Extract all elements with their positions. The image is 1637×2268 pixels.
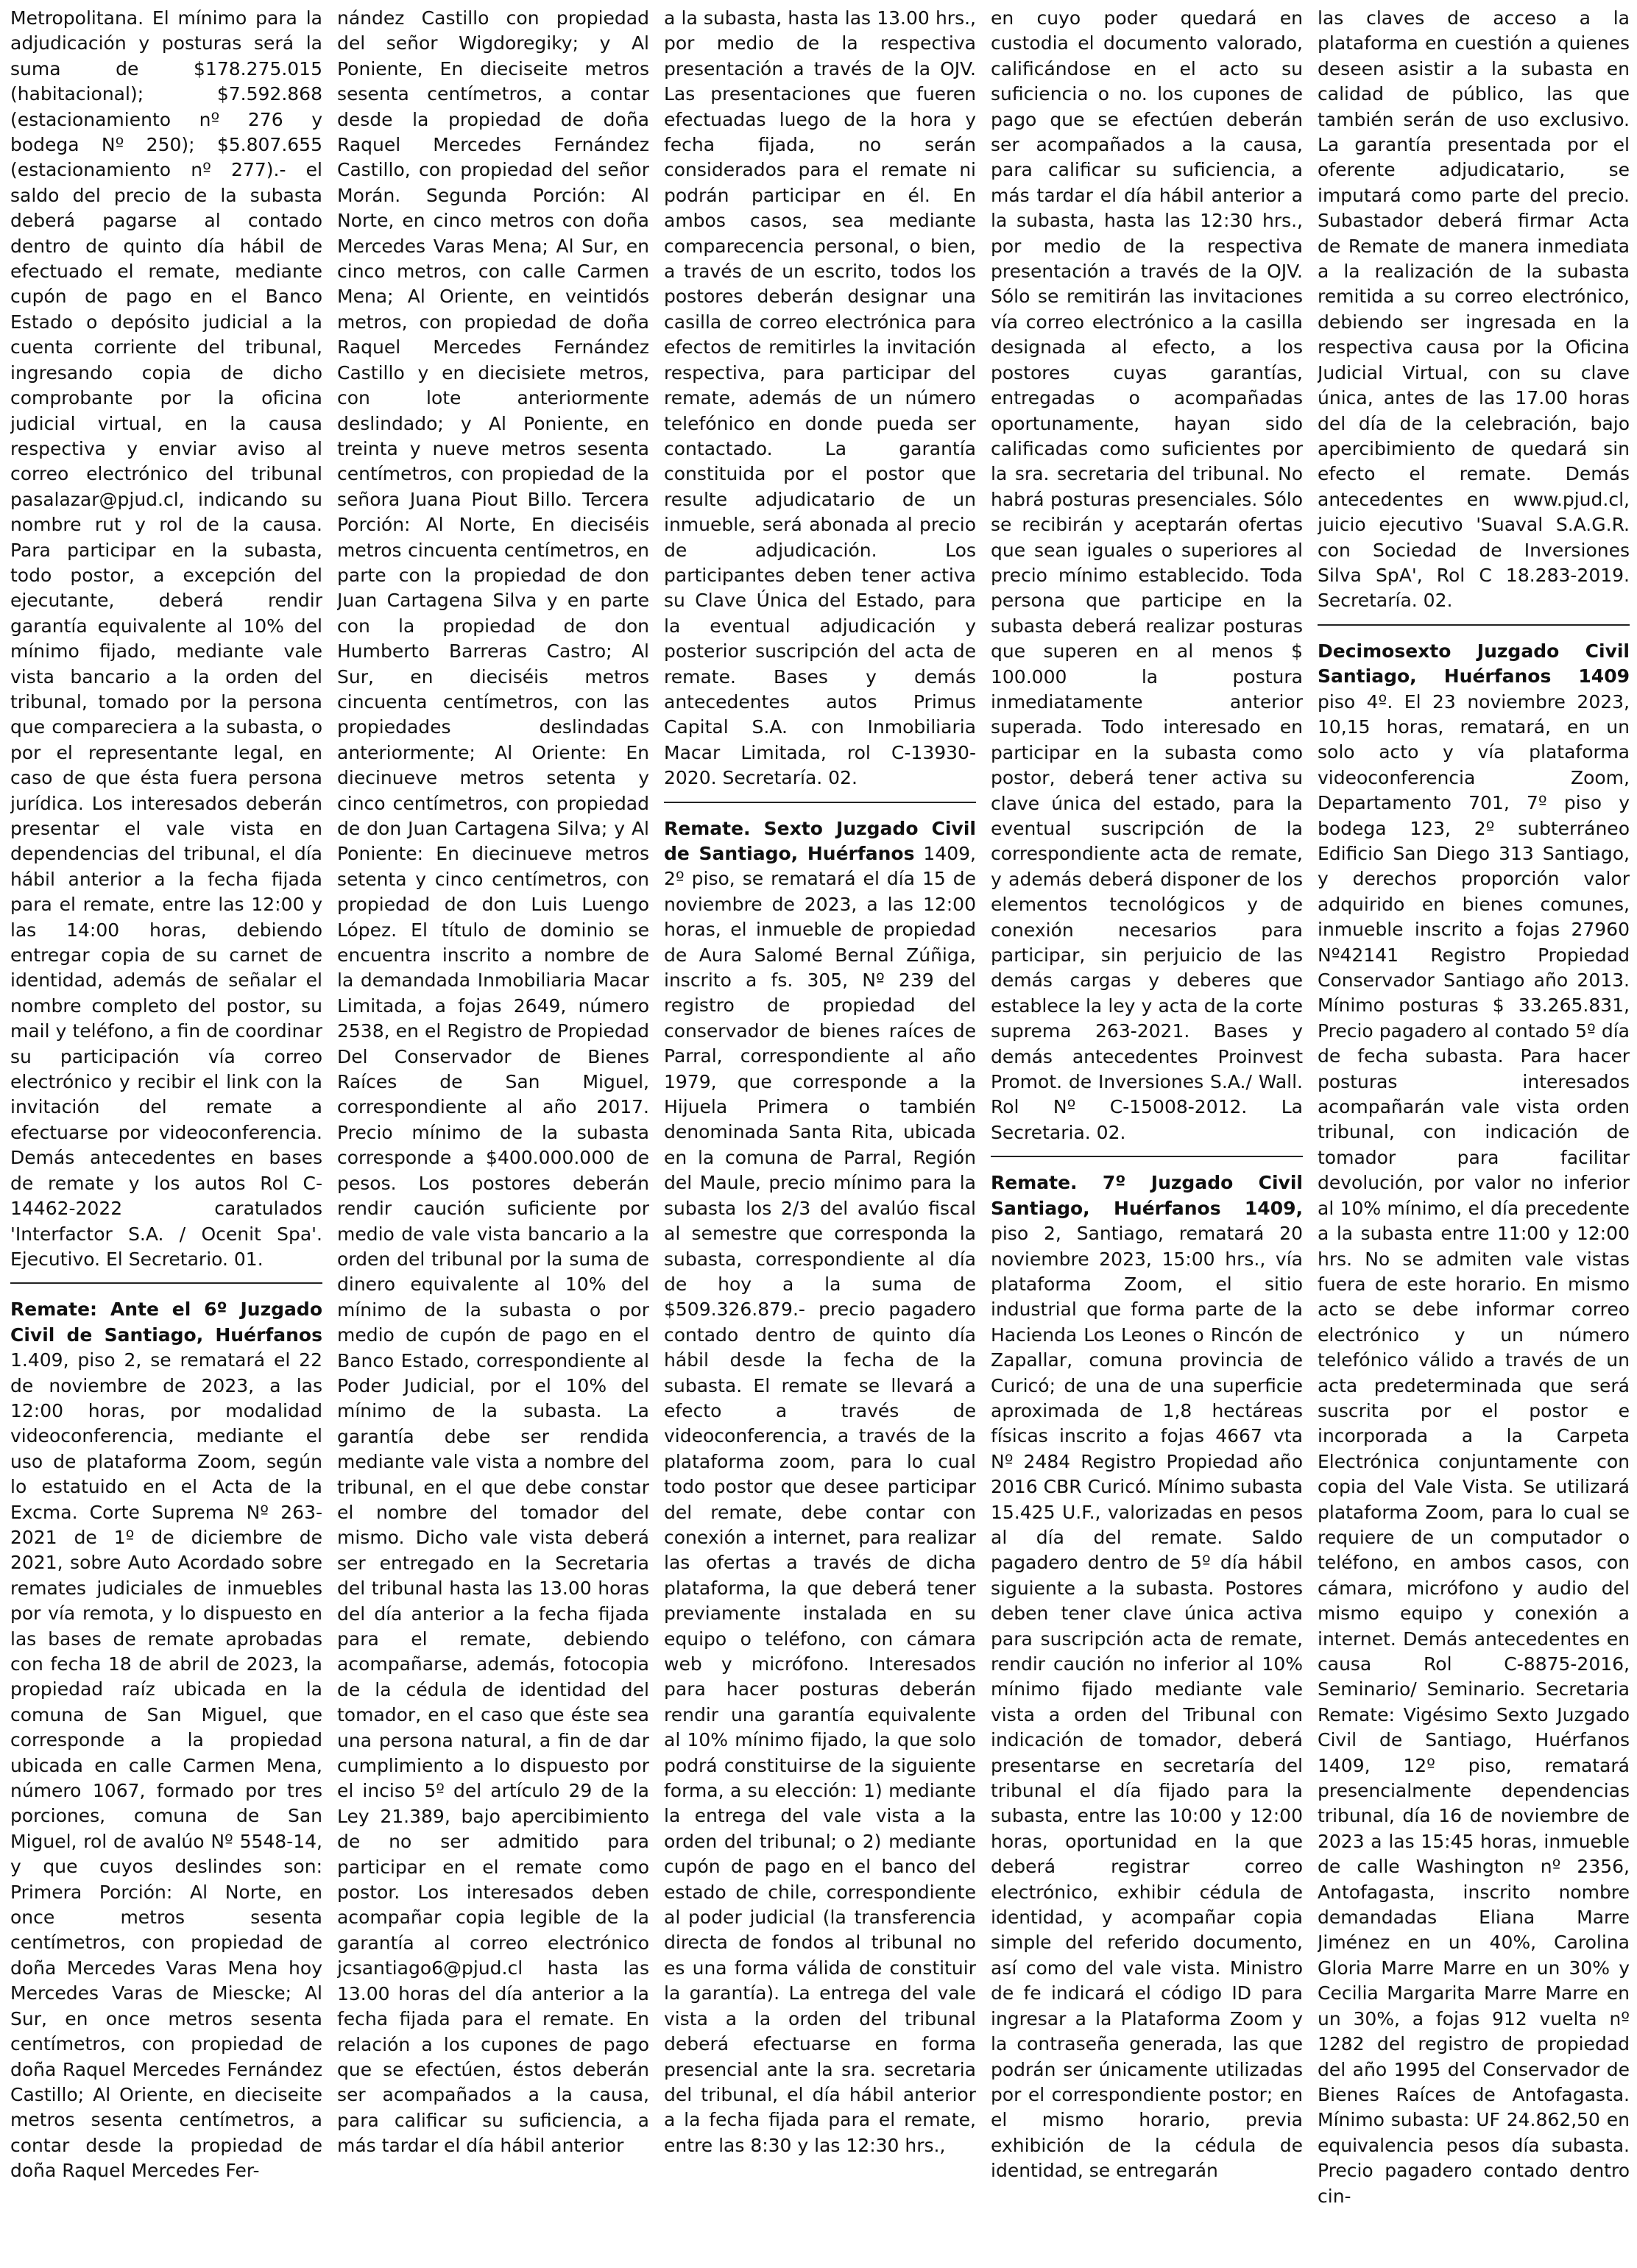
auction-notice — [10, 1297, 322, 2183]
notice-continuation: a la subasta, hasta las 13.00 hrs., por medio de la respectiva presentación a través de la OJV. Las presentaciones que fueren efectuadas luego de la hora y fecha fijada, no serán considerados para el remate ni podrán participar en él. En ambos casos, sea mediante comparecencia personal, o bien, a través de un escrito, todos los postores deberán designar una casilla de correo electrónica para efectos de remitirles la invitación respectiva, para participar del remate, además de un número telefónico en donde pueda ser contactado. La garantía constituida por el postor que resulte adjudicatario de un inmueble, será abonada al precio de adjudicación. Los participantes deben tener activa su Clave Única del Estado, para la eventual adjudicación y posterior suscripción del acta de remate. Bases y demás antecedentes autos Primus Capital S.A. con Inmobiliaria Macar Limitada, rol C-13930-2020. Secretaría. 02. — [664, 7, 976, 789]
notice-body: 1.409, piso 2, se rematará el 22 de noviembre de 2023, a las 12:00 horas, por modalidad videoconferencia, mediante el uso de plataforma Zoom, según lo estatuido en el Acta de la Excma. Corte Suprema Nº 263-2021 de 1º de diciembre de 2021, sobre Auto Acordado sobre remates judiciales de inmuebles por vía remota, y lo dispuesto en las bases de remate aprobadas con fecha 18 de abril de 2023, la propiedad raíz ubicada en la comuna de San Miguel, que corresponde a la propiedad ubicada en calle Carmen Mena, número 1067, formado por tres porciones, comuna de San Miguel, rol de avalúo Nº 5548-14, y que cuyos deslindes son: Primera Porción: Al Norte, en once metros sesenta centímetros, con propiedad de doña Mercedes Varas Mena hoy Mercedes Varas de Miescke; Al Sur, en once metros sesenta centímetros, con propiedad de doña Raquel Mercedes Fernández Castillo; Al Oriente, en dieciseite metros sesenta centímetros, a contar desde la propiedad de doña Raquel Mercedes Fer- — [10, 1349, 322, 2182]
notice-continuation: las claves de acceso a la plataforma en cuestión a quienes deseen asistir a la subasta en calidad de público, las que también serán de uso exclusivo. La garantía presentada por el oferente adjudicatario, se imputará como parte del precio. Subastador deberá firmar Acta de Remate de manera inmediata a la realización de la subasta remitida a su correo electrónico, debiendo ser ingresada en la respectiva causa por la Oficina Judicial Virtual, con su clave única, antes de las 17.00 horas del día de la celebración, bajo apercibimiento de quedará sin efecto el remate. Demás antecedentes en www.pjud.cl, juicio ejecutivo 'Suaval S.A.G.R. con Sociedad de Inversiones Silva SpA', Rol C 18.283-2019. Secretaría. 02. — [1318, 7, 1630, 612]
notice-continuation: en cuyo poder quedará en custodia el documento valorado, calificándose en el acto su suficiencia o no. los cupones de pago que se efectúen deberán ser acompañados a la causa, para calificar su suficiencia, a más tardar el día hábil anterior a la subasta, hasta las 12:30 hrs., por medio de la respectiva presentación a través de la OJV. Sólo se remitirán las invitaciones vía correo electrónico a la casilla designada al efecto, a los postores cuyas garantías, entregadas o acompañadas oportunamente, hayan sido calificadas como suficientes por la sra. secretaria del tribunal. No habrá posturas presenciales. Sólo se recibirán y aceptarán ofertas que sean iguales o superiores al precio mínimo establecido. Toda persona que participe en la subasta deberá realizar posturas que superen en al menos $ 100.000 la postura inmediatamente anterior superada. Todo interesado en participar en la subasta como postor, deberá tener activa su clave única del estado, para la eventual suscripción de la correspondiente acta de remate, y además deberá disponer de los elementos tecnológicos y de conexión necesarios para participar, sin perjuicio de las demás cargas y deberes que establece la ley y acta de la corte suprema 263-2021. Bases y demás antecedentes Proinvest Promot. de Inversiones S.A./ Wall. Rol Nº C-15008-2012. La Secretaria. 02. — [991, 7, 1303, 1143]
auction-notice — [664, 816, 976, 2159]
newspaper-page — [10, 6, 1630, 2262]
column-3 — [664, 6, 976, 2262]
notice-continuation: nández Castillo con propiedad del señor Wigdoregiky; y Al Poniente, En dieciseite metros sesenta centímetros, a contar desde la propiedad de doña Raquel Mercedes Fernández Castillo, con propiedad del señor Morán. Segunda Porción: Al Norte, en cinco metros con doña Mercedes Varas Mena; Al Sur, en cinco metros, con calle Carmen Mena; Al Oriente, en veintidós metros, con propiedad de doña Raquel Mercedes Fernández Castillo y en diecisiete metros, con lote anteriormente deslindado; y Al Poniente, en treinta y nueve metros sesenta centímetros, con propiedad de la señora Juana Piout Billo. Tercera Porción: Al Norte, En dieciséis metros cincuenta centímetros, en parte con la propiedad de don Juan Cartagena Silva y en parte con la propiedad de don Humberto Barreras Castro; Al Sur, en dieciséis metros cincuenta centímetros, con las propiedades deslindadas anteriormente; Al Oriente: En diecinueve metros setenta y cinco centímetros, con propiedad de don Juan Cartagena Silva; y Al Poniente: En diecinueve metros setenta y cinco centímetros, con propiedad de don Luis Luengo López. El título de dominio se encuentra inscrito a nombre de la demandada Inmobiliaria Macar Limitada, a fojas 2649, número 2538, en el Registro de Propiedad Del Conservador de Bienes Raíces de San Miguel, correspondiente al año 2017. Precio mínimo de la subasta corresponde a $400.000.000 de pesos. Los postores deberán rendir caución suficiente por medio de vale vista bancario a la orden del tribunal por la suma de dinero equivalente al 10% del mínimo de la subasta o por medio de cupón de pago en el Banco Estado, correspondiente al Poder Judicial, por el 10% del mínimo de la subasta. La garantía debe ser rendida mediante vale vista a nombre del tribunal, en el que debe constar el nombre del tomador del mismo. Dicho vale vista deberá ser entregado en la Secretaria del tribunal hasta las 13.00 horas del día anterior a la fecha fijada para el remate, debiendo acompañarse, además, fotocopia de la cédula de identidad del tomador, en el caso que éste sea una persona natural, a fin de dar cumplimiento a lo dispuesto por el inciso 5º del artículo 29 de la Ley 21.389, bajo apercibimiento de no ser admitido para participar en el remate como postor. Los interesados deben acompañar copia legible de la garantía al correo electrónico jcsantiago6@pjud.cl hasta las 13.00 horas del día anterior a la fecha fijada para el remate. En relación a los cupones de pago que se efectúen, éstos deberán ser acompañados a la causa, para calificar su suficiencia, a más tardar el día hábil anterior — [337, 7, 649, 2157]
column-5 — [1318, 6, 1630, 2262]
notice-divider — [664, 802, 976, 803]
notice-body: 1409, 2º piso, se rematará el día 15 de noviembre de 2023, a las 12:00 horas, el inmueble de propiedad de Aura Salomé Bernal Zúñiga, inscrito a fs. 305, Nº 239 del registro de propiedad del conservador de bienes raíces de Parral, correspondiente al año 1979, que corresponde a la Hijuela Primera o también denominada Santa Rita, ubicada en la comuna de Parral, Región del Maule, precio mínimo para la subasta los 2/3 del avalúo fiscal al semestre que corresponda la subasta, correspondiente al día de hoy a la suma de $509.326.879.- precio pagadero contado dentro de quinto día hábil desde la fecha de la subasta. El remate se llevará a efecto a través de videoconferencia, a través de la plataforma zoom, para lo cual todo postor que desee participar del remate, debe contar con conexión a internet, para realizar las ofertas a través de dicha plataforma, la que deberá tener previamente instalada en su equipo o teléfono, con cámara web y micrófono. Interesados para hacer posturas deberán rendir una garantía equivalente al 10% mínimo fijado, la que solo podrá constituirse de la siguiente forma, a su elección: 1) mediante la entrega del vale vista a la orden del tribunal; o 2) mediante cupón de pago en el banco del estado de chile, correspondiente al poder judicial (la transferencia directa de fondos al tribunal no es una forma válida de constituir la garantía). La entrega del vale vista a la orden del tribunal deberá efectuarse en forma presencial ante la sra. secretaria del tribunal, el día hábil anterior a la fecha fijada para el remate, entre las 8:30 y las 12:30 hrs., — [664, 843, 976, 2156]
notice-heading: Decimosexto Juzgado Civil Santiago, Huérfanos 1409 — [1318, 640, 1630, 688]
column-4 — [991, 6, 1303, 2262]
notice-continuation: Metropolitana. El mínimo para la adjudicación y posturas será la suma de $178.275.015 (habitacional); $7.592.868 (estacionamiento nº 276 y bodega Nº 250); $5.807.655 (estacionamiento nº 277).- el saldo del precio de la subasta deberá pagarse al contado dentro de quinto día hábil de efectuado el remate, mediante cupón de pago en el Banco Estado o depósito judicial a la cuenta corriente del tribunal, ingresando copia de dicho comprobante por la oficina judicial virtual, en la causa respectiva y enviar aviso al correo electrónico del tribunal pasalazar@pjud.cl, indicando su nombre rut y rol de la causa. Para participar en la subasta, todo postor, a excepción del ejecutante, deberá rendir garantía equivalente al 10% del mínimo fijado, mediante vale vista bancario a la orden del tribunal, tomado por la persona que compareciera a la subasta, o por el representante legal, en caso de que ésta fuera persona jurídica. Los interesados deberán presentar el vale vista en dependencias del tribunal, el día hábil anterior a la fecha fijada para el remate, entre las 12:00 y las 14:00 horas, debiendo entregar copia de su carnet de identidad, además de señalar el nombre completo del postor, su mail y teléfono, a fin de coordinar su participación vía correo electrónico y recibir el link con la invitación del remate a efectuarse por videoconferencia. Demás antecedentes en bases de remate y los autos Rol C-14462-2022 caratulados 'Interfactor S.A. / Ocenit Spa'. Ejecutivo. El Secretario. 01. — [10, 7, 322, 1270]
notice-divider — [1318, 624, 1630, 626]
notice-heading: Remate. 7º Juzgado Civil Santiago, Huérfanos 1409, — [991, 1172, 1303, 1219]
notice-body: piso 2, Santiago, rematará 20 noviembre 2023, 15:00 hrs., vía plataforma Zoom, el sitio industrial que forma parte de la Hacienda Los Leones o Rincón de Zapallar, comuna provincia de Curicó; de una de una superficie aproximada de 1,8 hectáreas físicas inscrito a fojas 4667 vta Nº 2484 Registro Propiedad año 2016 CBR Curicó. Mínimo subasta 15.425 U.F., valorizadas en pesos al día del remate. Saldo pagadero dentro de 5º día hábil siguiente a la subasta. Postores deben tener clave única activa para suscripción acta de remate, rendir caución no inferior al 10% mínimo fijado mediante vale vista a orden del Tribunal con indicación de tomador, deberá presentarse en secretaría del tribunal el día fijado para la subasta, entre las 10:00 y 12:00 horas, oportunidad en la que deberá registrar correo electrónico, exhibir cédula de identidad, y acompañar copia simple del referido documento, así como del vale vista. Ministro de fe indicará el código ID para ingresar a la Plataforma Zoom y la contraseña generada, las que podrán ser únicamente utilizadas por el correspondiente postor; en el mismo horario, previa exhibición de la cédula de identidad, se entregarán — [991, 1223, 1303, 2182]
notice-body: piso 4º. El 23 noviembre 2023, 10,15 horas, rematará, en un solo acto y vía plataforma videoconferencia Zoom, Departamento 701, 7º piso y bodega 123, 2º subterráneo Edificio San Diego 313 Santiago, y derechos proporción valor adquirido en bienes comunes, inmueble inscrito a fojas 27960 Nº42141 Registro Propiedad Conservador Santiago año 2013. Mínimo posturas $ 33.265.831, Precio pagadero al contado 5º día de fecha subasta. Para hacer posturas interesados acompañarán vale vista orden tribunal, con indicación de tomador para facilitar devolución, por valor no inferior al 10% mínimo, el día precedente a la subasta entre 11:00 y 12:00 hrs. No se admiten vale vistas fuera de este horario. En mismo acto se debe informar correo electrónico y un número telefónico válido a través de un acta predeterminada que será suscrita por el postor e incorporada a la Carpeta Electrónica conjuntamente con copia del Vale Vista. Se utilizará plataforma Zoom, para lo cual se requiere de un computador o teléfono, en ambos casos, con cámara, micrófono y audio del mismo equipo y conexión a internet. Demás antecedentes en causa Rol C-8875-2016, Seminario/ Seminario. Secretaria Remate: Vigésimo Sexto Juzgado Civil de Santiago, Huérfanos 1409, 12º piso, rematará presencialmente dependencias tribunal, día 16 de noviembre de 2023 a las 15:45 horas, inmueble de calle Washington nº 2356, Antofagasta, inscrito nombre demandadas Eliana Marre Jiménez en un 40%, Carolina Gloria Marre Marre en un 30% y Cecilia Margarita Marre Marre en un 30%, a fojas 912 vuelta nº 1282 del registro de propiedad del año 1995 del Conservador de Bienes Raíces de Antofagasta. Mínimo subasta: UF 24.862,50 en equivalencia pesos día subasta. Precio pagadero contado dentro cin- — [1318, 690, 1630, 2207]
notice-heading: Remate. Sexto Juzgado Civil de Santiago, Huérfanos — [664, 817, 976, 864]
column-1 — [10, 6, 322, 2262]
notice-divider — [991, 1156, 1303, 1157]
auction-notice — [991, 1170, 1303, 2183]
notice-divider — [10, 1282, 322, 1284]
column-2 — [337, 6, 649, 2262]
auction-notice — [1318, 639, 1630, 2209]
notice-heading: Remate: Ante el 6º Juzgado Civil de Santiago, Huérfanos — [10, 1299, 322, 1346]
